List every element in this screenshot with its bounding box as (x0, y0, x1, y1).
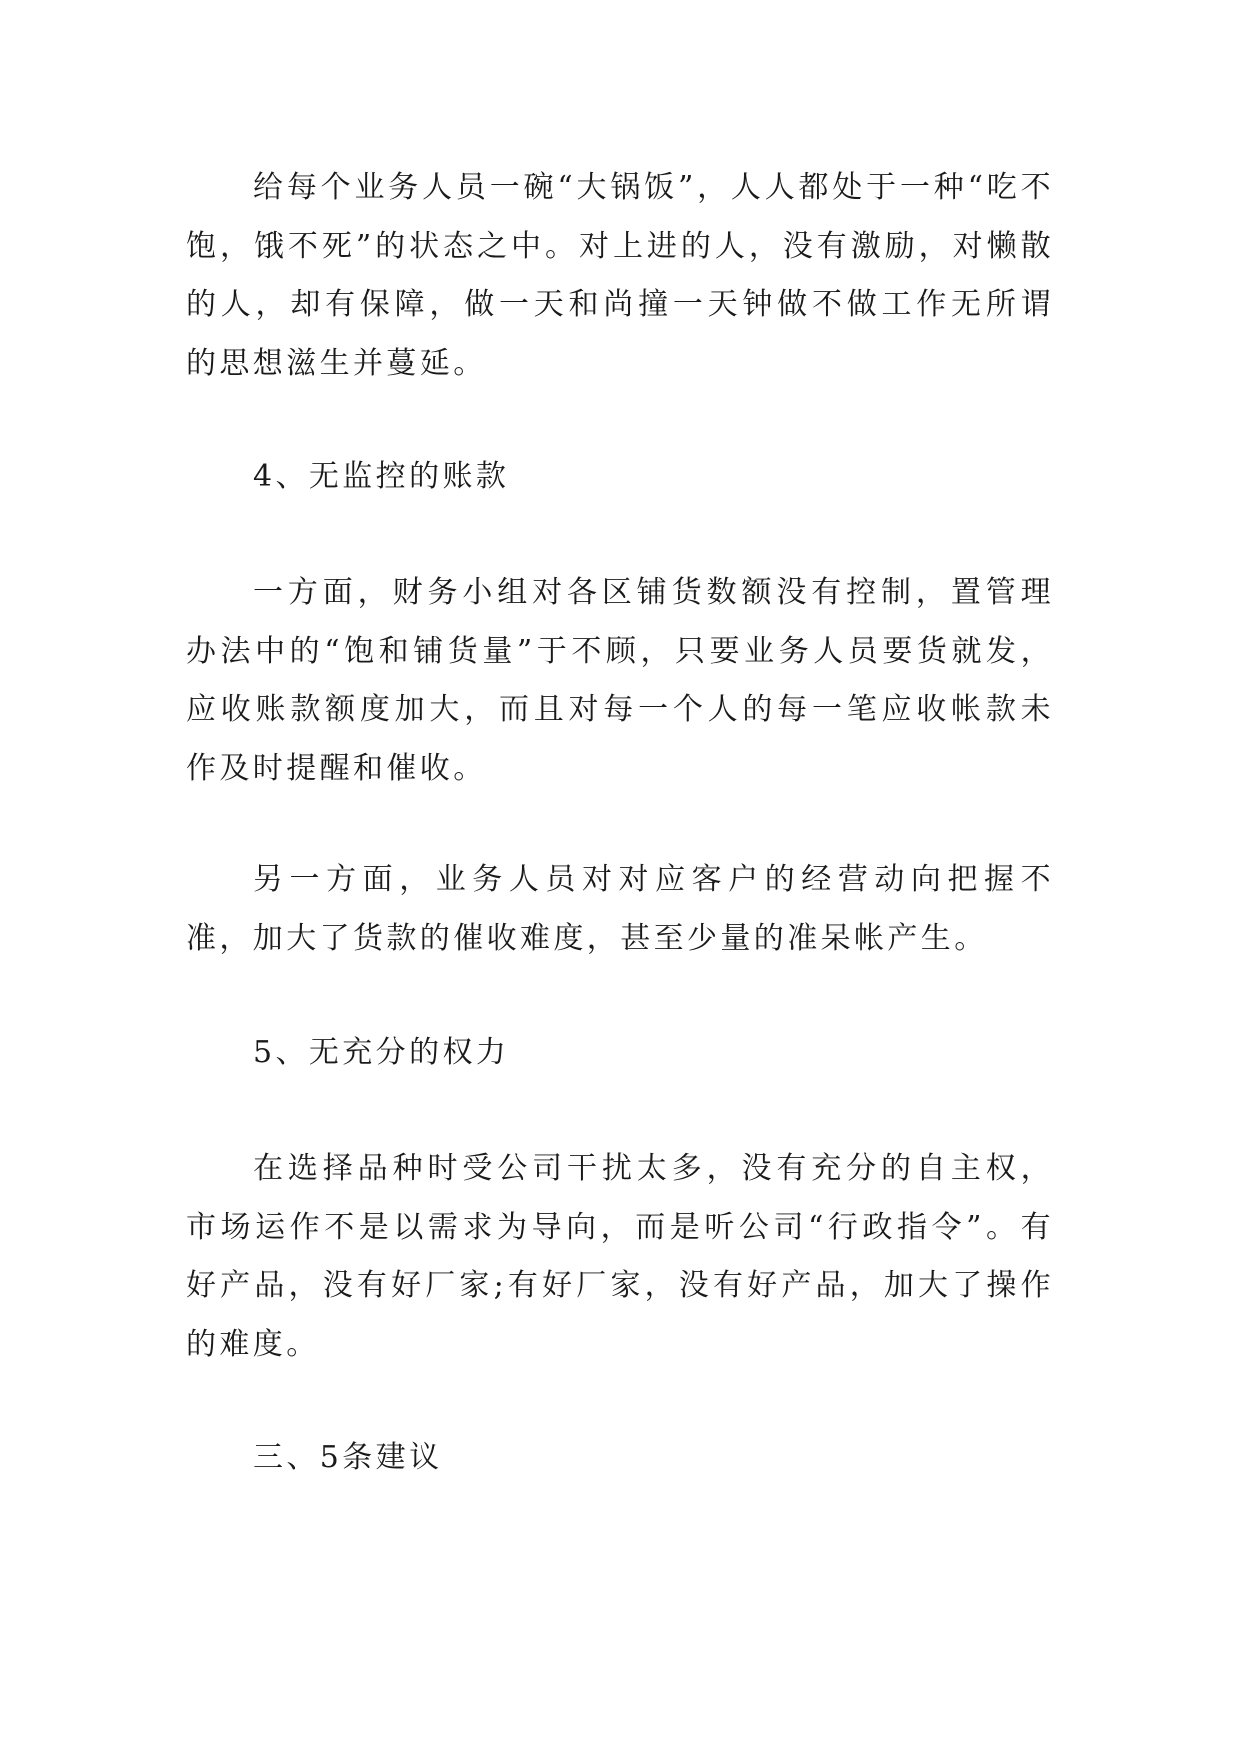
paragraph-product-selection: 在选择品种时受公司干扰太多，没有充分的自主权，市场运作不是以需求为导向，而是听公司“行政指令”。有好产品，没有好厂家;有好厂家，没有好产品，加大了操作的难度。 (186, 1151, 1054, 1362)
paragraph-big-pot-rice: 给每个业务人员一碗“大锅饭”，人人都处于一种“吃不饱，饿不死”的状态之中。对上进的人，没有激励，对懒散的人，却有保障，做一天和尚撞一天钟做不做工作无所谓的思想滋生并蔓延。 (186, 170, 1054, 381)
paragraph-finance-control: 一方面，财务小组对各区铺货数额没有控制，置管理办法中的“饱和铺货量”于不顾，只要业务人员要货就发，应收账款额度加大，而且对每一个人的每一笔应收帐款未作及时提醒和催收。 (186, 575, 1054, 786)
paragraph-customer-tracking: 另一方面，业务人员对对应客户的经营动向把握不准，加大了货款的催收难度，甚至少量的准呆帐产生。 (186, 862, 1054, 956)
heading-insufficient-authority: 5、无充分的权力 (253, 1035, 510, 1070)
heading-five-suggestions: 三、5条建议 (253, 1440, 443, 1475)
heading-unmonitored-accounts: 4、无监控的账款 (253, 459, 510, 494)
